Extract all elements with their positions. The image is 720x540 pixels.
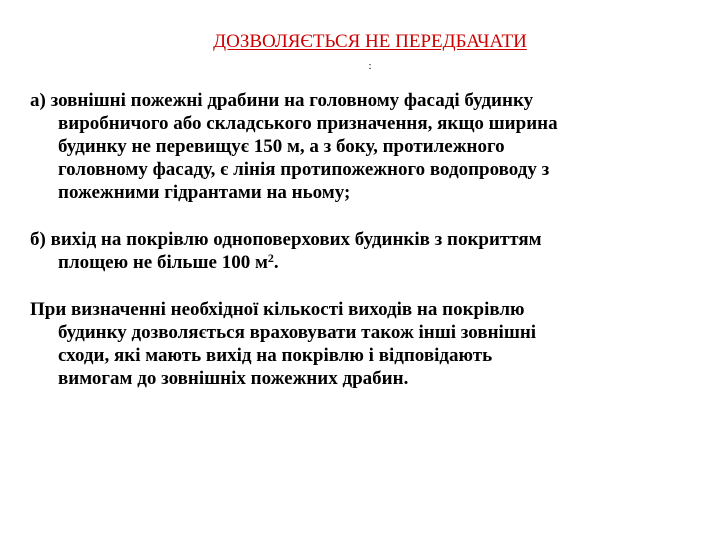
paragraph-c [30, 298, 700, 390]
paragraph-c-line: сходи, які мають вихід на покрівлю і відповідають [58, 345, 493, 366]
paragraph-b-line: б) вихід на покрівлю одноповерхових будинків з покриттям [30, 229, 542, 250]
paragraph-a [30, 89, 700, 204]
paragraph-a-line: а) зовнішні пожежні драбини на головному фасаді будинку [30, 90, 534, 111]
paragraph-c-line: вимогам до зовнішніх пожежних драбин. [58, 368, 409, 389]
paragraph-b-period: . [273, 252, 279, 273]
paragraph-c-line: При визначенні необхідної кількості виходів на покрівлю [30, 299, 525, 320]
subtitle-colon: : [368, 60, 372, 72]
content-body [30, 89, 700, 390]
paragraph-a-line: будинку не перевищує 150 м, а з боку, протилежного [58, 136, 505, 157]
paragraph-b-line [30, 251, 700, 274]
paragraph-a-line: виробничого або складського призначення, якщо ширина [58, 113, 558, 134]
paragraph-b-area-text: площею не більше 100 м [58, 252, 268, 273]
paragraph-a-line: пожежними гідрантами на ньому; [58, 182, 351, 203]
square-superscript: 2 [267, 251, 274, 265]
paragraph-c-line: будинку дозволяється враховувати також інші зовнішні [58, 322, 537, 343]
page-title: ДОЗВОЛЯЄТЬСЯ НЕ ПЕРЕДБАЧАТИ [213, 31, 527, 52]
paragraph-b [30, 228, 700, 274]
paragraph-a-line: головному фасаду, є лінія протипожежного водопроводу з [58, 159, 550, 180]
